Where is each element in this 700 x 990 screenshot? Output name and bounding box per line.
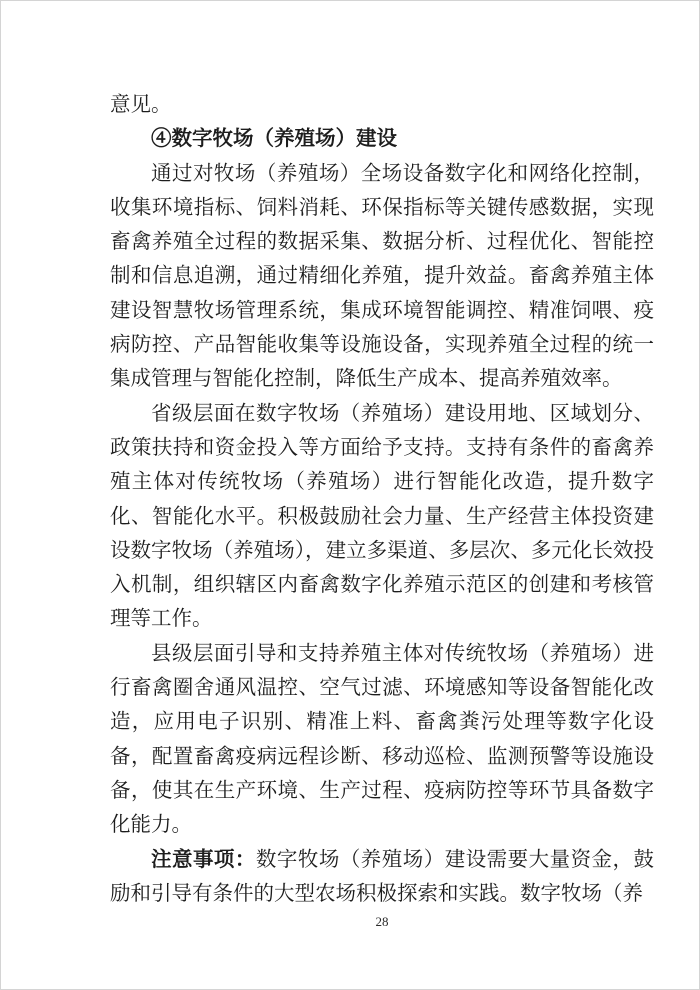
- body-paragraph-1: 通过对牧场（养殖场）全场设备数字化和网络化控制，收集环境指标、饲料消耗、环保指标等关键传感数据，实现畜禽养殖全过程的数据采集、数据分析、过程优化、智能控制和信息追溯，通过精细化养殖，提升效益。畜禽养殖主体建设智慧牧场管理系统，集成环境智能调控、精准饲喂、疫病防控、产品智能收集等设施设备，实现养殖全过程的统一集成管理与智能化控制，降低生产成本、提高养殖效率。: [110, 162, 654, 391]
- continuation-paragraph: 意见。: [110, 94, 172, 116]
- section-heading: ④数字牧场（养殖场）建设: [151, 128, 397, 151]
- page-number: 28: [375, 914, 389, 929]
- page-body: [110, 88, 654, 911]
- note-paragraph: [110, 843, 654, 912]
- body-paragraph-2: 省级层面在数字牧场（养殖场）建设用地、区域划分、政策扶持和资金投入等方面给予支持。支持有条件的畜禽养殖主体对传统牧场（养殖场）进行智能化改造，提升数字化、智能化水平。积极鼓励社会力量、生产经营主体投资建设数字牧场（养殖场），建立多渠道、多层次、多元化长效投入机制，组织辖区内畜禽数字化养殖示范区的创建和考核管理等工作。: [110, 402, 654, 631]
- note-label: 注意事项：: [151, 848, 256, 871]
- body-paragraph-3: 县级层面引导和支持养殖主体对传统牧场（养殖场）进行畜禽圈舍通风温控、空气过滤、环境感知等设备智能化改造，应用电子识别、精准上料、畜禽粪污处理等数字化设备，配置畜禽疫病远程诊断、移动巡检、监测预警等设施设备，使其在生产环境、生产过程、疫病防控等环节具备数字化能力。: [110, 642, 654, 837]
- note-text: 数字牧场（养殖场）建设需要大量资金，鼓励和引导有条件的大型农场积极探索和实践。数字牧场（养: [110, 848, 655, 905]
